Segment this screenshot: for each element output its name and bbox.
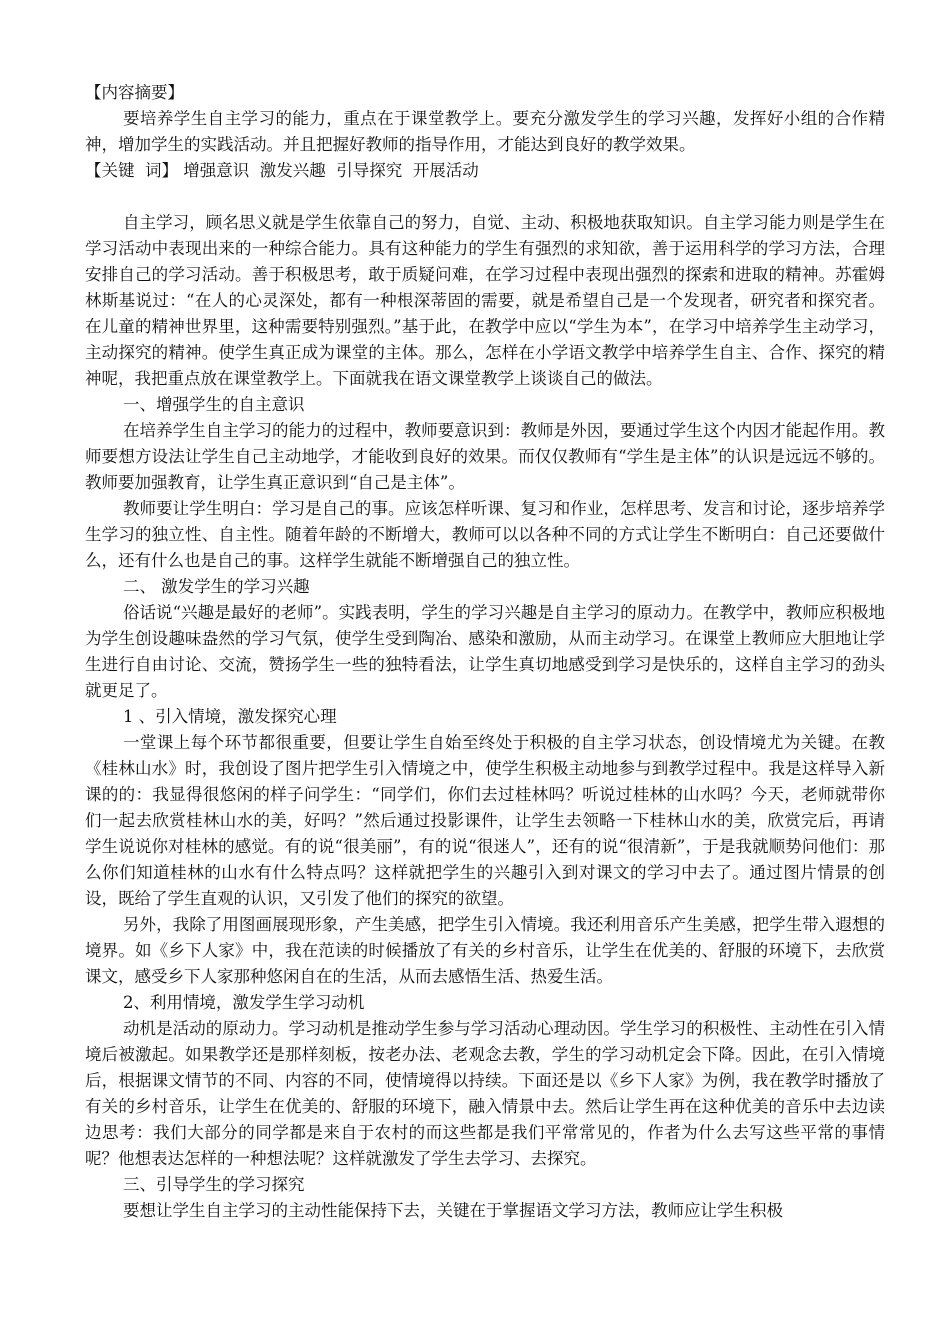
paragraph-3: 俗话说“兴趣是最好的老师”。实践表明，学生的学习兴趣是自主学习的原动力。在教学中，教师应积极地为学生创设趣味盎然的学习气氛，使学生受到陶冶、感染和激励，从而主动学习。在课堂上教师应大胆地让学生进行自由讨论、交流，赞扬学生一些的独特看法，让学生真切地感受到学习是快乐的，这样自主学习的劲头就更足了。 <box>85 603 885 700</box>
paragraph-1: 在培养学生自主学习的能力的过程中，教师要意识到：教师是外因，要通过学生这个内因才能起作用。教师要想方设法让学生自己主动地学，才能收到良好的效果。而仅仅教师有“学生是主体”的认识是远远不够的。教师要加强教育，让学生真正意识到“自己是主体”。 <box>85 421 885 492</box>
keywords-text: 增强意识 激发兴趣 引导探究 开展活动 <box>183 161 479 180</box>
keywords-label: 【关键 词】 <box>85 161 178 180</box>
document-body <box>85 80 885 1224</box>
paragraph-2: 教师要让学生明白：学习是自己的事。应该怎样听课、复习和作业，怎样思考、发言和讨论，逐步培养学生学习的独立性、自主性。随着年龄的不断增大，教师可以以各种不同的方式让学生不断明白：自己还要做什么，还有什么也是自己的事。这样学生就能不断增强自己的独立性。 <box>85 499 885 570</box>
section-heading-3: 三、引导学生的学习探究 <box>122 1175 305 1194</box>
paragraph-4: 一堂课上每个环节都很重要，但要让学生自始至终处于积极的自主学习状态，创设情境尤为关键。在教《桂林山水》时，我创设了图片把学生引入情境之中，使学生积极主动地参与到教学过程中。我是这样导入新课的的：我显得很悠闲的样子问学生：“同学们，你们去过桂林吗？听说过桂林的山水吗？今天，老师就带你们一起去欣赏桂林山水的美，好吗？”然后通过投影课件，让学生去领略一下桂林山水的美，欣赏完后，再请学生说说你对桂林的感觉。有的说“很美丽”，有的说“很迷人”，还有的说“很清新”，于是我就顺势问他们：那么你们知道桂林的山水有什么特点吗？这样就把学生的兴趣引入到对课文的学习中去了。通过图片情景的创设，既给了学生直观的认识，又引发了他们的探究的欲望。 <box>85 733 885 908</box>
paragraph-5: 另外，我除了用图画展现形象，产生美感，把学生引入情境。我还利用音乐产生美感，把学生带入遐想的境界。如《乡下人家》中，我在范读的时候播放了有关的乡村音乐，让学生在优美的、舒服的环境下，去欣赏课文，感受乡下人家那种悠闲自在的生活，从而去感悟生活、热爱生活。 <box>85 915 885 986</box>
subsection-heading-2-2: 2、利用情境，激发学生学习动机 <box>122 993 365 1012</box>
section-heading-1: 一、增强学生的自主意识 <box>122 395 305 414</box>
section-heading-2: 二、 激发学生的学习兴趣 <box>122 577 310 596</box>
abstract-label: 【内容摘要】 <box>85 83 184 102</box>
intro-paragraph: 自主学习，顾名思义就是学生依靠自己的努力，自觉、主动、积极地获取知识。自主学习能力则是学生在学习活动中表现出来的一种综合能力。具有这种能力的学生有强烈的求知欲，善于运用科学的学习方法，合理安排自己的学习活动。善于积极思考，敢于质疑问难，在学习过程中表现出强烈的探索和进取的精神。苏霍姆林斯基说过：“在人的心灵深处，都有一种根深蒂固的需要，就是希望自己是一个发现者，研究者和探究者。在儿童的精神世界里，这种需要特别强烈。”基于此，在教学中应以“学生为本”，在学习中培养学生主动学习，主动探究的精神。使学生真正成为课堂的主体。那么，怎样在小学语文教学中培养学生自主、合作、探究的精神呢，我把重点放在课堂教学上。下面就我在语文课堂教学上谈谈自己的做法。 <box>85 213 885 388</box>
abstract-text: 要培养学生自主学习的能力，重点在于课堂教学上。要充分激发学生的学习兴趣，发挥好小组的合作精神，增加学生的实践活动。并且把握好教师的指导作用，才能达到良好的教学效果。 <box>85 109 885 154</box>
keywords-line <box>85 158 885 184</box>
paragraph-7: 要想让学生自主学习的主动性能保持下去，关键在于掌握语文学习方法，教师应让学生积极 <box>122 1201 783 1220</box>
blank-line <box>85 184 885 210</box>
subsection-heading-2-1: 1 、引入情境，激发探究心理 <box>122 707 337 726</box>
paragraph-6: 动机是活动的原动力。学习动机是推动学生参与学习活动心理动因。学生学习的积极性、主动性在引入情境后被激起。如果教学还是那样刻板，按老办法、老观念去教，学生的学习动机定会下降。因此，在引入情境后，根据课文情节的不同、内容的不同，使情境得以持续。下面还是以《乡下人家》为例，我在教学时播放了有关的乡村音乐，让学生在优美的、舒服的环境下，融入情景中去。然后让学生再在这种优美的音乐中去边读边思考：我们大部分的同学都是来自于农村的而这些都是我们平常常见的，作者为什么去写这些平常的事情呢？他想表达怎样的一种想法呢？这样就激发了学生去学习、去探究。 <box>85 1019 885 1168</box>
